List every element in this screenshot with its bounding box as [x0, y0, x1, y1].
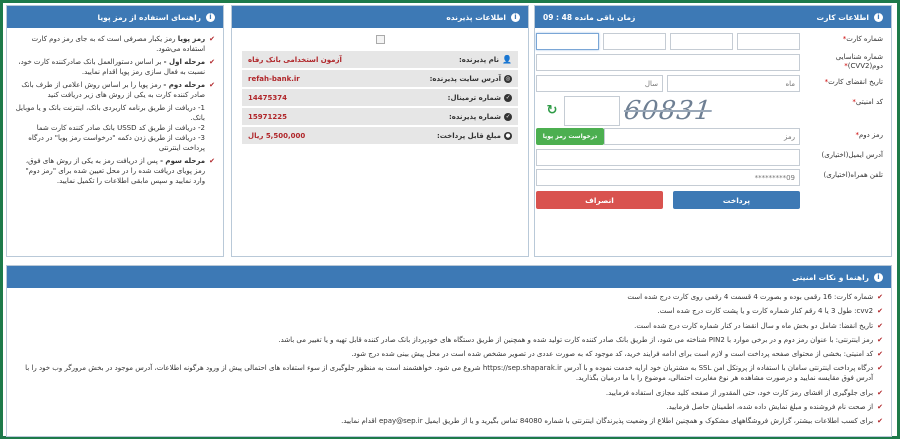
card-number-part-3[interactable] [603, 33, 666, 50]
security-item: ✔ کد امنیتی: بخشی از محتوای صفحه پرداخت است و لازم است برای ادامه فرایند خرید، کد موجود که به صورت عددی در تصویر مشخص شده است در محل پیش بینی شده درج شود. [351, 350, 883, 359]
merchant-site-value: refah-bank.ir [248, 74, 300, 83]
merchant-site-label: آدرس سایت پذیرنده: [429, 74, 501, 83]
cancel-button[interactable]: انصراف [536, 191, 663, 209]
merchant-number-value: 15971225 [248, 112, 287, 121]
security-title: راهنما و نکات امنیتی [791, 272, 869, 282]
merchant-info-panel [231, 5, 529, 257]
check-icon: ✔ [209, 81, 215, 89]
timer-value: 48 : 09 [543, 12, 573, 22]
cvv2-input[interactable] [536, 54, 800, 71]
guide-item: ✔ مرحله دوم - رمز پویا را بر اساس روش اعلامی از طرف بانک صادر کننده کارت به یکی از روش های زیر دریافت کنید [21, 81, 215, 99]
merchant-name-value: آزمون استخدامی بانک رفاه [248, 55, 342, 64]
amount-value: 5,500,000 ریال [248, 131, 306, 140]
security-body [7, 288, 891, 435]
merchant-icon: ✓ [505, 113, 511, 120]
check-icon: ✔ [877, 293, 883, 301]
card-info-title: اطلاعات کارت [816, 12, 869, 22]
check-icon: ✔ [877, 388, 883, 397]
security-item: ✔ cvv2: طول 3 یا 4 رقم کنار شماره کارت و یا پشت کارت درج شده است. [657, 307, 883, 316]
guide-item: ✔ مرحله سوم - پس از دریافت رمز به یکی از روش های فوق، رمز پویای دریافت شده را در محل تعیین شده برای "رمز دوم" وارد نمایید و سپس مابقی اطلاعات را تکمیل نمایید. [25, 157, 215, 185]
card-number-part-2[interactable] [670, 33, 733, 50]
security-item: ✔ تاریخ انقضا: شامل دو بخش ماه و سال انقضا در کنار شماره کارت درج شده است. [634, 321, 883, 330]
mobile-input[interactable] [536, 169, 800, 186]
check-icon: ✔ [877, 364, 883, 373]
terminal-icon: ✓ [505, 94, 511, 101]
merchant-number-label: شماره پذیرنده: [448, 112, 501, 121]
terminal-label: شماره ترمینال: [447, 93, 501, 102]
user-icon: 👤 [502, 55, 512, 64]
globe-icon: ◎ [505, 75, 511, 82]
merchant-site-row [242, 70, 518, 87]
check-icon: ✔ [877, 350, 883, 359]
timer-label: زمان باقی مانده [574, 12, 636, 22]
refresh-captcha-button[interactable] [544, 103, 560, 119]
info-icon: i [874, 273, 883, 282]
check-icon: ✔ [877, 335, 883, 344]
timer-text [543, 13, 635, 22]
security-item: ✔ برای کسب اطلاعات بیشتر، گزارش فروشگاههای مشکوک و همچنین اطلاع از وضعیت پذیرندگان اینترنتی با شماره 84080 تماس بگیرید و یا از طریق ایمیل epay@sep.ir اقدام نمایید. [341, 417, 883, 426]
check-icon: ✔ [877, 321, 883, 330]
guide-item: ✔ رمز پویا رمز یکبار مصرفی است که به جای رمز دوم کارت استفاده می‌شود. [31, 35, 215, 53]
card-number-label: شماره کارت* [842, 35, 883, 43]
amount-row [242, 127, 518, 144]
merchant-info-title: اطلاعات پذیرنده [446, 12, 506, 22]
expiry-label: تاریخ انقضای کارت* [824, 78, 883, 86]
expiry-year-input[interactable] [536, 75, 663, 92]
merchant-logo-placeholder [376, 35, 385, 44]
guide-title: راهنمای استفاده از رمز پویا [97, 12, 201, 22]
info-icon: i [874, 13, 883, 22]
money-icon: ● [505, 132, 511, 139]
terminal-value: 14475374 [248, 93, 287, 102]
merchant-info-header [232, 6, 528, 28]
captcha-image [624, 96, 800, 126]
pin2-input[interactable] [604, 128, 800, 145]
security-tips-panel [6, 265, 892, 437]
security-item: ✔ درگاه پرداخت اینترنتی سامان با استفاده از پروتکل امن SSL به مشتریان خود ارایه خدمت نموده و با آدرس https://sep.shaparak.ir شروع می شود. خواهشمند است به منظور جلوگیری از سوء استفاده های احتمالی پیش از ورود هرگونه اطلاعات، آدرس موجود در بخش مرورگر وب خود را با آدرس فوق مقایسه نمایید و درصورت مشاهده هر نوع مغایرت احتمالی، موضوع را با ما درمیان بگذارید. [25, 364, 883, 383]
captcha-input[interactable] [564, 96, 620, 126]
check-icon: ✔ [209, 58, 215, 66]
check-icon: ✔ [877, 417, 883, 426]
card-number-part-4[interactable] [536, 33, 599, 50]
info-icon: i [206, 13, 215, 22]
guide-header [7, 6, 223, 28]
security-item: ✔ از صحت نام فروشنده و مبلغ نمایش داده شده، اطمینان حاصل فرمایید. [666, 403, 883, 412]
dynamic-pin-request-button[interactable]: درخواست رمز پویا [536, 128, 604, 145]
security-item: ✔ برای جلوگیری از افشای رمز کارت خود، حتی المقدور از صفحه کلید مجازی استفاده فرمایید. [605, 388, 883, 397]
card-info-panel [534, 5, 892, 257]
check-icon: ✔ [877, 307, 883, 316]
email-label: آدرس ایمیل(اختیاری) [821, 151, 883, 159]
email-input[interactable] [536, 149, 800, 166]
guide-body [7, 28, 223, 195]
dynamic-pin-guide-panel [6, 5, 224, 257]
merchant-name-row [242, 51, 518, 68]
mobile-label: تلفن همراه(اختیاری) [823, 171, 883, 179]
pay-button[interactable]: پرداخت [673, 191, 800, 209]
guide-item: ✔ مرحله اول - بر اساس دستورالعمل بانک صادرکننده کارت خود، نسبت به فعال سازی رمز پویا اقدام نمایید. [18, 58, 215, 76]
check-icon: ✔ [877, 403, 883, 412]
check-icon: ✔ [209, 157, 215, 165]
terminal-row [242, 89, 518, 106]
captcha-label: کد امنیتی* [852, 98, 883, 106]
refresh-icon: ↻ [546, 103, 558, 118]
card-info-header [535, 6, 891, 28]
pin2-label: رمز دوم* [855, 131, 883, 139]
cvv2-label: شماره شناسایی دوم(CVV2)* [835, 53, 883, 70]
merchant-number-row [242, 108, 518, 125]
info-icon: i [511, 13, 520, 22]
check-icon: ✔ [209, 35, 215, 43]
amount-label: مبلغ قابل پرداخت: [436, 131, 501, 140]
security-header [7, 266, 891, 288]
expiry-month-input[interactable] [667, 75, 800, 92]
security-item: ✔ شماره کارت: 16 رقمی بوده و بصورت 4 قسمت 4 رقمی روی کارت درج شده است [627, 293, 883, 301]
card-number-part-1[interactable] [737, 33, 800, 50]
guide-item: 1- دریافت از طریق برنامه کاربردی بانک، اینترنت بانک و یا موبایل بانک. 2- دریافت از طریق کد USSD بانک صادر کننده کارت شما 3- دریافت از طریق زدن دکمه "درخواست رمز پویا" در درگاه پرداخت اینترنتی [15, 104, 205, 152]
captcha-code: 60831 [622, 96, 714, 126]
security-item: ✔ رمز اینترنتی: با عنوان رمز دوم و در برخی موارد با PIN2 شناخته می شود، از طریق بانک صادر کننده کارت تولید شده و همچنین از طریق دستگاه های خودپرداز بانک صادر کننده قابل تهیه و یا تغییر می باشد. [278, 335, 883, 344]
merchant-name-label: نام پذیرنده: [458, 55, 500, 64]
